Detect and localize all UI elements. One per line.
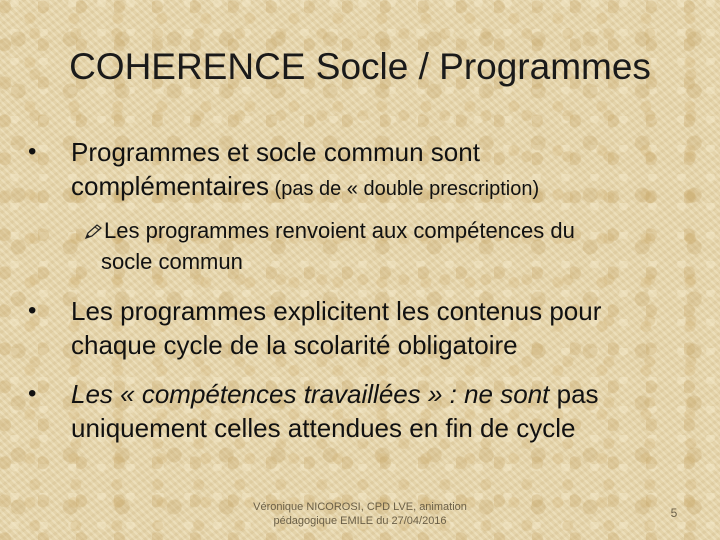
slide-title: COHERENCE Socle / Programmes [69,46,651,87]
footer-line: pédagogique EMILE du 27/04/2016 [273,515,447,527]
footer-line: Véronique NICOROSI, CPD LVE, animation [253,501,467,513]
page-number: 5 [670,506,678,520]
sub-bullet-line: socle commun [101,249,243,274]
bullet-plain-phrase: pas [549,379,599,409]
bullet-note: (pas de « double prescription) [268,178,540,200]
bullet-competences-travaillees [28,377,678,445]
sub-bullet-line: Les programmes renvoient aux compétences du [104,218,575,243]
bullet-contenus [28,294,678,362]
bullet-line: Programmes et socle commun sont [71,137,480,167]
bullet-line: complémentaires [71,171,269,201]
bullet-complementary [28,135,678,206]
bullet-marker: • [28,297,37,324]
bullet-marker: • [28,138,37,165]
bullet-text [71,377,678,445]
bullet-line: uniquement celles attendues en fin de cycle [71,413,576,443]
sub-bullet-competences [84,216,684,276]
footer-credit [246,500,474,528]
bullet-italic-phrase: Les « compétences travaillées » : ne sont [71,379,550,409]
pencil-icon [84,218,104,247]
bullet-text [71,135,678,206]
bullet-text [71,294,678,362]
bullet-line: chaque cycle de la scolarité obligatoire [71,330,518,360]
bullet-marker: • [28,380,37,407]
bullet-line: Les programmes explicitent les contenus pour [71,296,602,326]
